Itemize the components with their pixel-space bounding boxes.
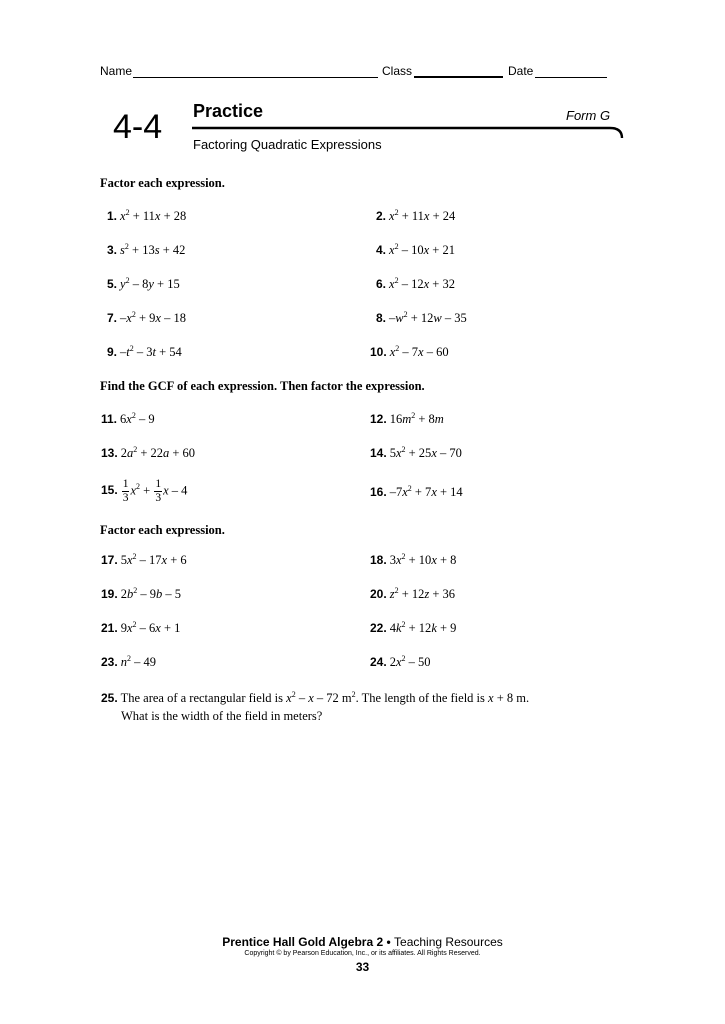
word-problem-text-a: The area of a rectangular field is	[120, 691, 284, 705]
teaching-resources: Teaching Resources	[394, 935, 503, 949]
problem-14: 14. $5x^2 + 25x - 70$	[370, 444, 462, 460]
denominator: 3	[122, 492, 129, 504]
problem-18: 18. $3x^2 + 10x + 8$	[370, 551, 457, 567]
form-label: Form G	[566, 108, 611, 123]
problem-1: 1. $x^2 + 11x + 28$	[107, 207, 187, 223]
problem-15: 15. $\frac{1}{3}$ $x^2$ + $\frac{1}{3}$ x – 4	[101, 478, 188, 504]
problem-number: 22.	[370, 621, 387, 635]
problem-number: 8.	[376, 311, 387, 325]
problem-24: 24. $2x^2 - 50$	[370, 653, 431, 669]
problem-number: 15.	[101, 483, 118, 498]
problem-number: 25.	[101, 691, 118, 705]
problem-5: 5. $y^2 - 8y + 15$	[107, 275, 180, 291]
problem-19: 19. $2b^2 - 9b - 5$	[101, 585, 181, 601]
problem-4: 4. $x^2 - 10x + 21$	[376, 241, 455, 257]
problem-number: 17.	[101, 553, 118, 567]
date-line[interactable]	[535, 77, 607, 78]
numerator: 1	[122, 478, 129, 490]
problem-25: 25. The area of a rectangular field is $x^2$ – x – 72 $m^2$. The length of the field is x + 8 m. What is the width of the field in meters?	[101, 689, 530, 723]
problem-10: 10. $x^2 - 7x - 60$	[370, 343, 449, 359]
problem-21: 21. $9x^2 - 6x + 1$	[101, 619, 181, 635]
problem-13: 13. $2a^2 + 22a + 60$	[101, 444, 196, 460]
book-title: Prentice Hall Gold Algebra 2	[222, 935, 384, 949]
numerator: 1	[155, 478, 162, 490]
problem-9: 9. $-t^2 - 3t + 54$	[107, 343, 182, 359]
problem-number: 16.	[370, 485, 387, 499]
problem-number: 19.	[101, 587, 118, 601]
problem-20: 20. $z^2 + 12z + 36$	[370, 585, 456, 601]
problem-2: 2. $x^2 + 11x + 24$	[376, 207, 456, 223]
problem-number: 21.	[101, 621, 118, 635]
section-heading-3: Factor each expression.	[100, 523, 225, 537]
name-label: Name	[100, 64, 133, 78]
footer-book-line	[0, 935, 725, 949]
problem-22: 22. $4k^2 + 12k + 9$	[370, 619, 457, 635]
problem-number: 10.	[370, 345, 387, 359]
date-label: Date	[508, 64, 534, 78]
problem-number: 20.	[370, 587, 387, 601]
problem-number: 23.	[101, 655, 118, 669]
problem-number: 1.	[107, 209, 118, 223]
copyright-line: Copyright © by Pearson Education, Inc., or its affiliates. All Rights Reserved.	[244, 950, 481, 957]
name-line[interactable]	[133, 77, 378, 78]
section-heading-1: Factor each expression.	[100, 176, 225, 190]
word-problem-text-b: . The length of the field is	[355, 691, 485, 705]
fraction-one-third	[154, 478, 162, 505]
practice-heading: Practice	[193, 101, 264, 121]
problem-11: 11. $6x^2 - 9$	[101, 410, 155, 426]
problem-12: 12. $16m^2 + 8m$	[370, 410, 444, 426]
problem-number: 13.	[101, 446, 118, 460]
problem-number: 9.	[107, 345, 118, 359]
class-label: Class	[382, 64, 413, 78]
problem-23: 23. $n^2 - 49$	[101, 653, 156, 669]
problem-number: 7.	[107, 311, 118, 325]
denominator: 3	[155, 492, 162, 504]
problem-3: 3. $s^2 + 13s + 42$	[107, 241, 186, 257]
problem-number: 4.	[376, 243, 387, 257]
problem-6: 6. $x^2 - 12x + 32$	[376, 275, 455, 291]
class-line[interactable]	[414, 76, 503, 78]
footer-bullet: •	[383, 935, 395, 949]
section-heading-2: Find the GCF of each expression. Then factor the expression.	[100, 379, 425, 393]
lesson-subtitle: Factoring Quadratic Expressions	[193, 137, 382, 152]
problem-number: 2.	[376, 209, 387, 223]
problem-8: 8. $-w^2 + 12w - 35$	[376, 309, 467, 325]
constant-term: – 4	[171, 483, 188, 498]
problem-7: 7. $-x^2 + 9x - 18$	[107, 309, 186, 325]
fraction-one-third	[122, 478, 130, 505]
problem-16: 16. $-7x^2 + 7x + 14$	[370, 483, 463, 499]
problem-number: 18.	[370, 553, 387, 567]
problem-17: 17. $5x^2 - 17x + 6$	[101, 551, 187, 567]
problem-number: 12.	[370, 412, 387, 426]
lesson-number: 4-4	[113, 108, 163, 146]
problem-number: 24.	[370, 655, 387, 669]
problem-number: 5.	[107, 277, 118, 291]
problem-number: 14.	[370, 446, 387, 460]
problem-number: 3.	[107, 243, 118, 257]
problem-number: 6.	[376, 277, 387, 291]
problem-number: 11.	[101, 412, 118, 426]
page-number: 33	[355, 960, 370, 974]
word-problem-question: What is the width of the field in meters?	[121, 709, 323, 723]
